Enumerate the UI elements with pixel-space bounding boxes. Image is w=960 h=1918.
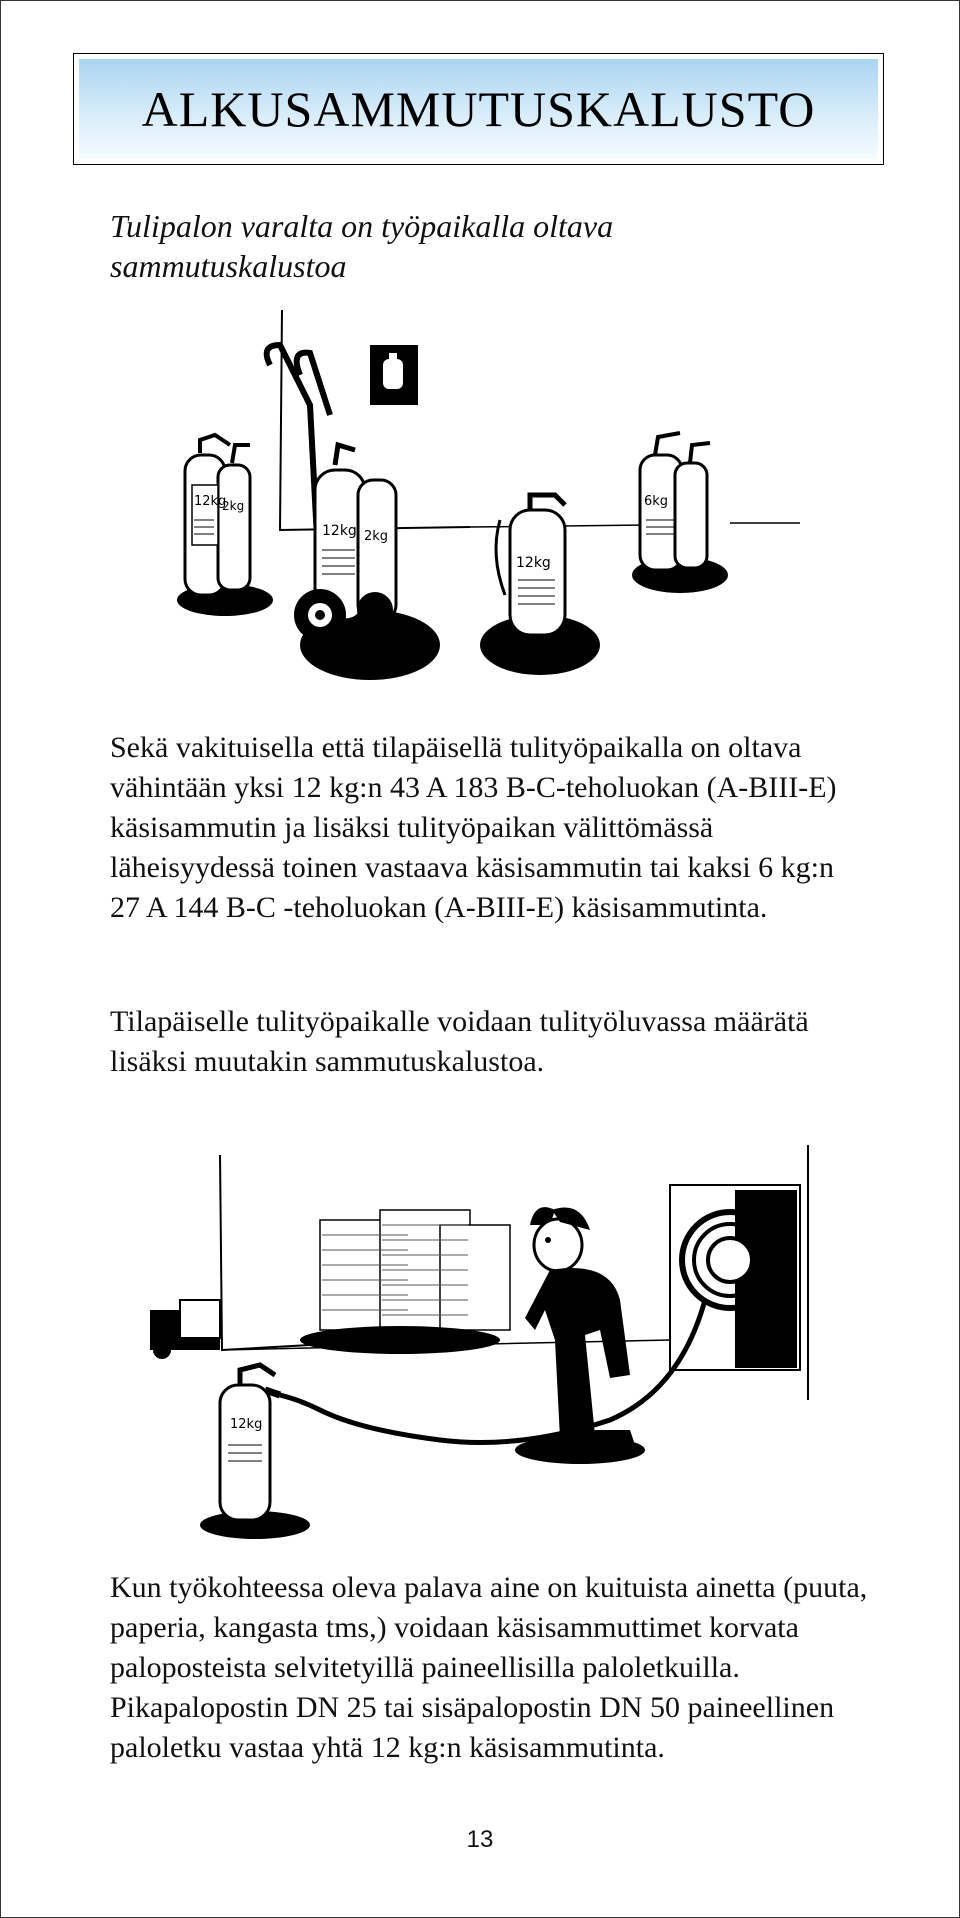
paragraph-fire-hoses: Kun työkohteessa oleva palava aine on kuituista ainetta (puuta, paperia, kangasta tms,) voidaan käsisammuttimet korvata paloposteista selvitetyillä paineellisilla paloletkuilla. Pikapalopostin DN 25 tai sisäpalopostin DN 50 paineellinen paloletku vastaa yhtä 12 kg:n käsisammutinta. xyxy=(110,1571,868,1764)
welding-machine-icon xyxy=(150,1300,220,1359)
svg-text:6kg: 6kg xyxy=(644,494,669,509)
extinguisher-sign-icon xyxy=(370,345,418,405)
extinguisher-icon xyxy=(632,433,728,593)
paragraph-requirements: Sekä vakituisella että tilapäisellä tulityöpaikalla on oltava vähintään yksi 12 kg:n 43 A 183 B-C-teholuokan (A-BIII-E) käsisammutin ja lisäksi tulityöpaikan välittömässä läheisyydessä toinen vastaava käsisammutin tai kaksi 6 kg:n 27 A 144 B-C -teholuokan (A-BIII-E) käsisammutinta. xyxy=(110,731,837,924)
page-number: 13 xyxy=(466,1826,494,1853)
extinguisher-icon xyxy=(177,435,273,616)
subtitle: Tulipalon varalta on työpaikalla oltava sammutuskalustoa xyxy=(110,208,614,284)
extinguisher-icon xyxy=(200,1365,310,1539)
paper-stack-icon xyxy=(300,1210,510,1354)
paragraph-temporary-site: Tilapäiselle tulityöpaikalle voidaan tulityöluvassa määrätä lisäksi muutakin sammutuskalustoa. xyxy=(110,1005,809,1078)
svg-text:2kg: 2kg xyxy=(222,499,245,513)
worker-icon xyxy=(515,1207,645,1464)
extinguisher-icon xyxy=(480,495,600,675)
title-banner xyxy=(79,59,878,159)
svg-text:2kg: 2kg xyxy=(364,529,389,544)
page-title: ALKUSAMMUTUSKALUSTO xyxy=(141,81,816,137)
svg-text:12kg: 12kg xyxy=(194,494,227,509)
svg-text:12kg: 12kg xyxy=(516,555,551,571)
extinguishers-illustration xyxy=(170,305,810,705)
svg-text:12kg: 12kg xyxy=(322,523,357,539)
title-box xyxy=(73,53,884,165)
fire-hose-illustration xyxy=(140,1140,820,1550)
svg-text:12kg: 12kg xyxy=(230,1417,263,1432)
